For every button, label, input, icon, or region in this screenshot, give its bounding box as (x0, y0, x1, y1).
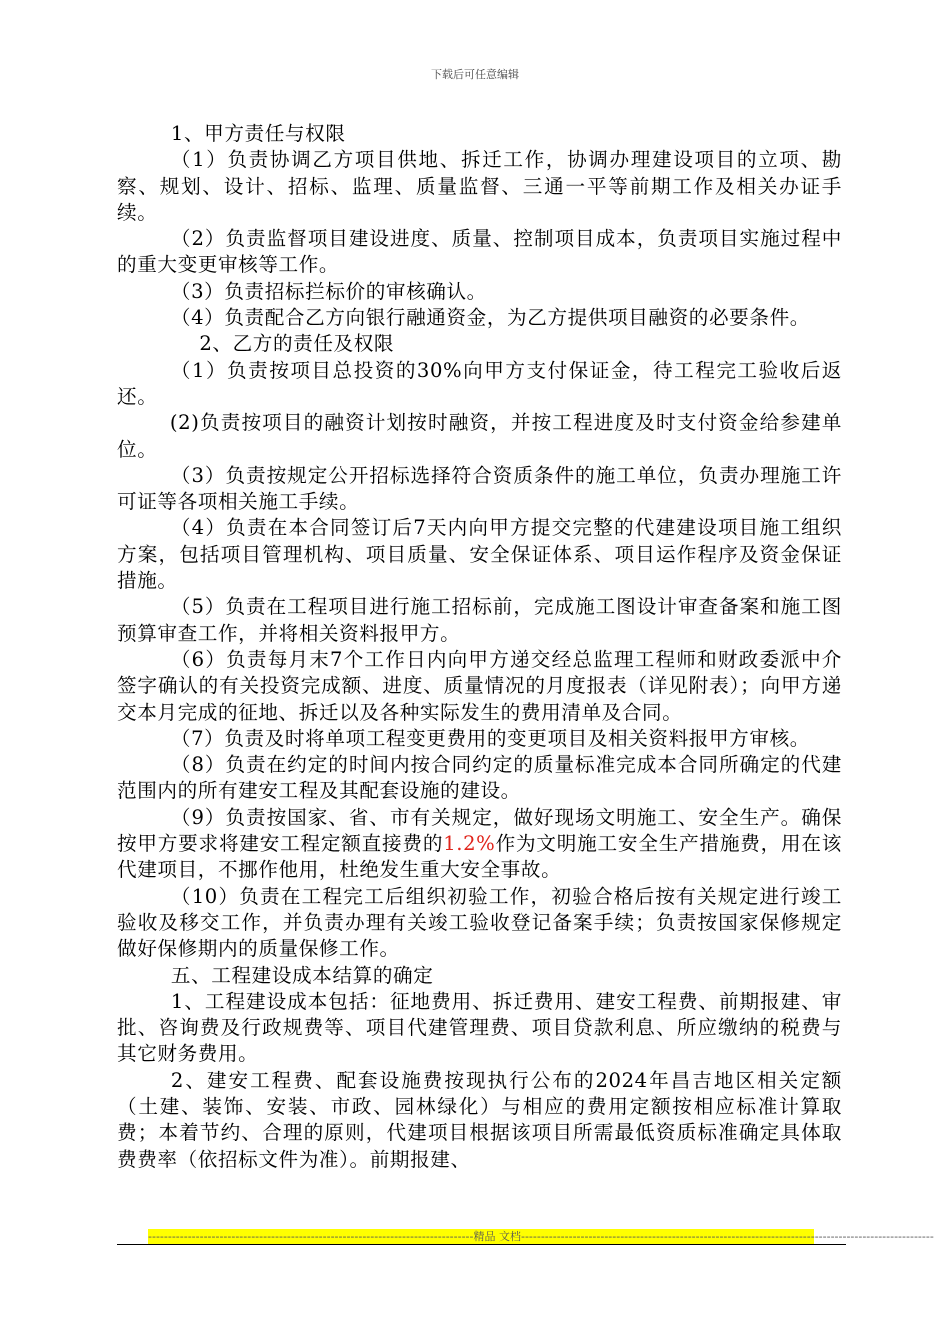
section-heading-party-b: 2、乙方的责任及权限 (199, 332, 395, 356)
paragraph: （3）负责按规定公开招标选择符合资质条件的施工单位，负责办理施工许可证等各项相关施工手续。 (117, 463, 842, 514)
highlight-percentage: 1.2% (443, 832, 496, 856)
footer-dashes-left: ---------------------------------------------------------------------------------- (148, 1230, 474, 1243)
document-body (117, 121, 842, 1173)
footer-label: 精品 文档 (473, 1230, 521, 1243)
paragraph: 2、建安工程费、配套设施费按现执行公布的2024年昌吉地区相关定额（土建、装饰、安装、市政、园林绿化）与相应的费用定额按相应标准计算取费；本着节约、合理的原则，代建项目根据该项目所需最低资质标准确定具体取费费率（依招标文件为准）。前期报建、 (117, 1068, 842, 1171)
paragraph: （10）负责在工程完工后组织初验工作，初验合格后按有关规定进行竣工验收及移交工作，并负责办理有关竣工验收登记备案手续；负责按国家保修规定做好保修期内的质量保修工作。 (117, 884, 842, 961)
footer-banner (148, 1229, 934, 1244)
paragraph: （3）负责招标拦标价的审核确认。 (170, 279, 487, 303)
paragraph: （2）负责监督项目建设进度、质量、控制项目成本，负责项目实施过程中的重大变更审核等工作。 (117, 227, 842, 277)
paragraph-text: 作为文明施工安全生产措施费，用在该代建项目，不挪作他用，杜绝发生重大安全事故。 (117, 832, 842, 882)
paragraph: （4）负责在本合同签订后7天内向甲方提交完整的代建建设项目施工组织方案，包括项目管理机构、项目质量、安全保证体系、项目运作程序及资金保证措施。 (117, 516, 842, 593)
paragraph: 1、工程建设成本包括：征地费用、拆迁费用、建安工程费、前期报建、审批、咨询费及行政规费等、项目代建管理费、项目贷款利息、所应缴纳的税费与其它财务费用。 (117, 989, 842, 1066)
paragraph: (2)负责按项目的融资计划按时融资，并按工程进度及时支付资金给参建单位。 (117, 411, 842, 461)
paragraph: （5）负责在工程项目进行施工招标前，完成施工图设计审查备案和施工图预算审查工作，并将相关资料报甲方。 (117, 595, 842, 645)
paragraph: （8）负责在约定的时间内按合同约定的质量标准完成本合同所确定的代建范围内的所有建安工程及其配套设施的建设。 (117, 753, 842, 803)
page-header: 下载后可任意编辑 (431, 68, 519, 81)
paragraph: （1）负责协调乙方项目供地、拆迁工作，协调办理建设项目的立项、勘察、规划、设计、招标、监理、质量监督、三通一平等前期工作及相关办证手续。 (117, 148, 842, 224)
paragraph-text: （9）负责按国家、省、市有关规定，做好现场文明施工、安全生产。确保按甲方要求将建安工程定额直接费的 (117, 805, 842, 856)
paragraph: （7）负责及时将单项工程变更费用的变更项目及相关资料报甲方审核。 (170, 726, 810, 750)
section-heading-cost-settlement: 五、工程建设成本结算的确定 (170, 963, 434, 987)
paragraph-with-highlight (117, 805, 842, 884)
section-heading-party-a: 1、甲方责任与权限 (170, 122, 346, 145)
paragraph: （1）负责按项目总投资的30%向甲方支付保证金，待工程完工验收后返还。 (117, 358, 842, 408)
paragraph: （6）负责每月末7个工作日内向甲方递交经总监理工程师和财政委派中介签字确认的有关投资完成额、进度、质量情况的月度报表（详见附表）；向甲方递交本月完成的征地、拆迁以及各种实际发生的费用清单及合同。 (117, 647, 842, 724)
footer-rule (117, 1244, 846, 1245)
footer-dashes-right: -------------------------------------------------------------------------------------------------------- (520, 1230, 934, 1243)
paragraph: （4）负责配合乙方向银行融通资金，为乙方提供项目融资的必要条件。 (170, 306, 810, 330)
